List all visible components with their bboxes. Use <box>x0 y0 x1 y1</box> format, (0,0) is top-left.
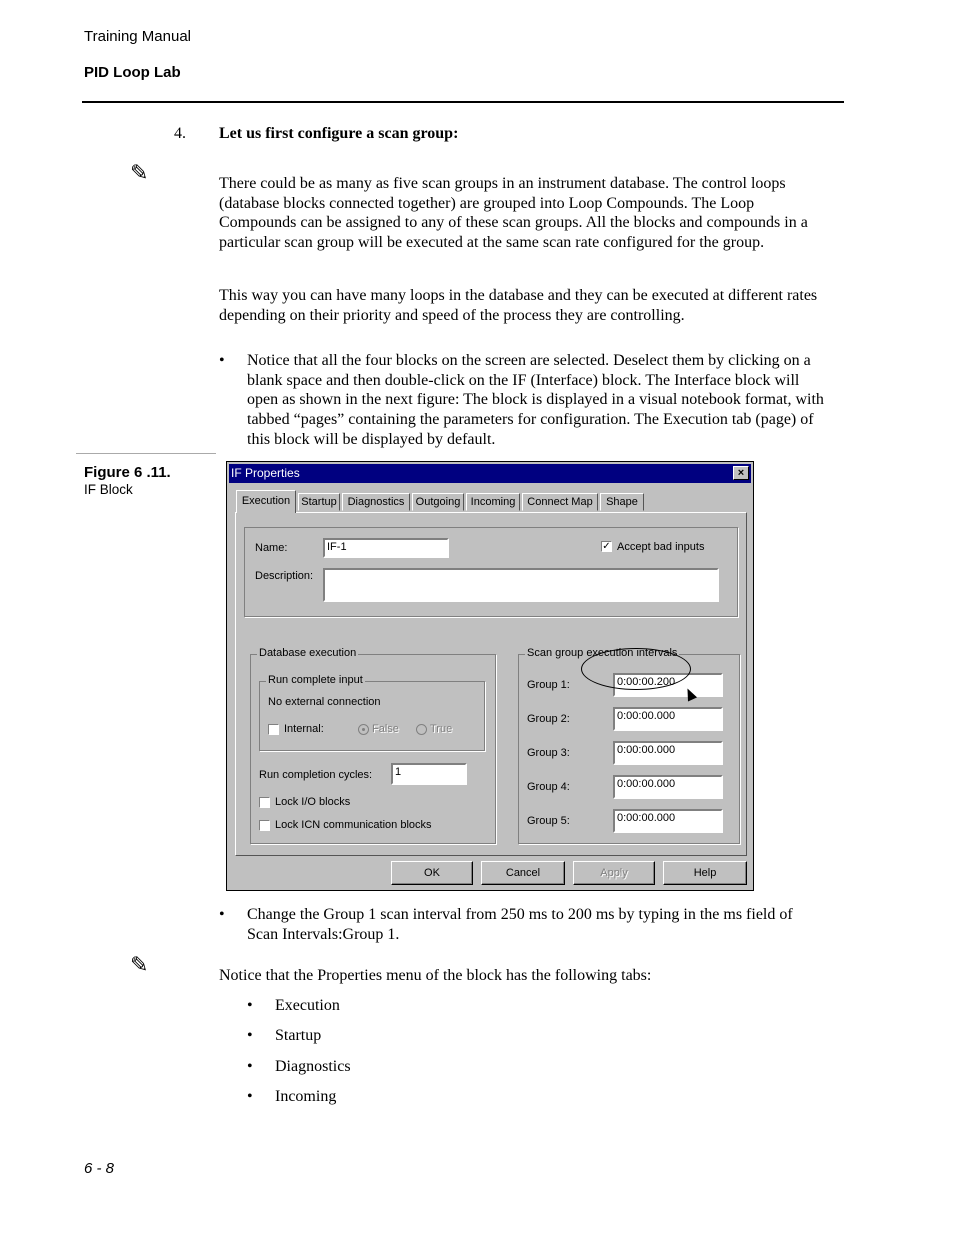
group-1-field[interactable]: 0:00:00.200 <box>613 673 723 697</box>
no-external-connection-text: No external connection <box>268 696 381 708</box>
figure-rule <box>76 453 216 454</box>
general-group <box>244 527 738 617</box>
step-number: 4. <box>174 125 186 142</box>
ok-button[interactable]: OK <box>391 861 473 885</box>
false-label: False <box>372 723 399 735</box>
tab-diagnostics[interactable]: Diagnostics <box>342 493 410 511</box>
group-3-label: Group 3: <box>527 747 570 759</box>
internal-label: Internal: <box>284 723 324 735</box>
name-label: Name: <box>255 542 288 554</box>
group-3-field[interactable]: 0:00:00.000 <box>613 741 723 765</box>
database-execution-title: Database execution <box>259 647 357 659</box>
description-label: Description: <box>255 570 314 582</box>
if-properties-dialog <box>226 461 754 891</box>
bullet-item <box>219 351 831 451</box>
group-1-label: Group 1: <box>527 679 570 691</box>
lock-io-checkbox[interactable] <box>259 797 270 808</box>
tab-list-item <box>247 1026 547 1046</box>
running-header-section: PID Loop Lab <box>84 64 181 81</box>
bullet-dot: • <box>247 1027 253 1044</box>
apply-button[interactable]: Apply <box>573 861 655 885</box>
lock-icn-checkbox[interactable] <box>259 820 270 831</box>
tab-list-item <box>247 1087 547 1107</box>
close-icon[interactable]: × <box>733 466 749 480</box>
bullet-dot: • <box>247 1088 253 1105</box>
true-label: True <box>430 723 453 735</box>
name-field[interactable]: IF-1 <box>323 538 449 558</box>
run-complete-input-group <box>259 674 485 751</box>
accept-bad-inputs-label: Accept bad inputs <box>617 541 705 553</box>
bullet-dot: • <box>219 352 225 369</box>
page-number: 6 - 8 <box>84 1160 115 1177</box>
tab-outgoing[interactable]: Outgoing <box>412 493 464 511</box>
true-radio[interactable] <box>416 724 427 735</box>
help-button[interactable]: Help <box>663 861 747 885</box>
tab-list-text: Execution <box>275 997 340 1014</box>
tab-list-text: Incoming <box>275 1088 337 1105</box>
run-completion-cycles-label: Run completion cycles: <box>259 769 373 781</box>
tab-list-item <box>247 996 547 1016</box>
bullet-text: Change the Group 1 scan interval from 250 ms to 200 ms by typing in the ms field of Scan Intervals:Group 1. <box>247 906 793 943</box>
run-complete-input-title: Run complete input <box>268 674 363 686</box>
bullet-dot: • <box>247 997 253 1014</box>
accept-bad-inputs-checkbox[interactable]: ✓ <box>602 541 611 552</box>
note-paragraph-2: This way you can have many loops in the database and they can be executed at different rates depending on their priority and speed of the process they are controlling. <box>219 287 818 324</box>
tab-list-text: Startup <box>275 1027 322 1044</box>
tab-list-item <box>247 1057 547 1077</box>
bullet-text: Notice that all the four blocks on the screen are selected. Deselect them by clicking on a blank space and then double-click on the IF (Interface) block. The Interface block will open as shown in the next figure: The block is displayed in a visual notebook format, with tabbed “pages” containing the parameters for configuration. The Execution tab (page) of this block will be displayed by default. <box>247 352 824 448</box>
run-completion-cycles-field[interactable]: 1 <box>391 763 467 785</box>
tab-execution[interactable]: Execution <box>236 490 296 513</box>
group-4-label: Group 4: <box>527 781 570 793</box>
group-2-field[interactable]: 0:00:00.000 <box>613 707 723 731</box>
group-5-label: Group 5: <box>527 815 570 827</box>
group-2-label: Group 2: <box>527 713 570 725</box>
group-4-field[interactable]: 0:00:00.000 <box>613 775 723 799</box>
lock-icn-label: Lock ICN communication blocks <box>275 819 432 831</box>
tab-shape[interactable]: Shape <box>600 493 644 511</box>
internal-checkbox[interactable] <box>268 724 279 735</box>
dialog-title: IF Properties <box>231 466 300 480</box>
tab-incoming[interactable]: Incoming <box>466 493 520 511</box>
note-paragraph-3: Notice that the Properties menu of the block has the following tabs: <box>219 967 652 984</box>
dialog-title-bar <box>229 464 751 483</box>
running-header-manual: Training Manual <box>84 28 191 45</box>
note-paragraph-1: There could be as many as five scan groups in an instrument database. The control loops (database blocks connected together) are grouped into Loop Compounds. The Loop Compounds can be assigned to any of these scan groups. All the blocks and compounds in a particular scan group will be executed at the same scan rate configured for the group. <box>219 175 808 252</box>
bullet-item <box>219 905 831 947</box>
step-title: Let us first configure a scan group: <box>219 125 459 142</box>
description-field[interactable] <box>323 568 719 602</box>
tab-startup[interactable]: Startup <box>298 493 340 511</box>
pencil-icon: ✎ <box>130 952 149 977</box>
pencil-icon: ✎ <box>130 160 149 185</box>
highlight-ellipse <box>581 648 691 690</box>
database-execution-group <box>250 647 496 844</box>
figure-caption: IF Block <box>84 482 133 497</box>
cancel-button[interactable]: Cancel <box>481 861 565 885</box>
group-5-field[interactable]: 0:00:00.000 <box>613 809 723 833</box>
false-radio[interactable] <box>358 724 369 735</box>
figure-label: Figure 6 .11. <box>84 464 171 481</box>
bullet-dot: • <box>219 906 225 923</box>
header-rule <box>82 101 844 103</box>
tab-connect-map[interactable]: Connect Map <box>522 493 598 511</box>
tab-list-text: Diagnostics <box>275 1058 351 1075</box>
lock-io-label: Lock I/O blocks <box>275 796 351 808</box>
bullet-dot: • <box>247 1058 253 1075</box>
scan-group-title: Scan group execution intervals <box>527 647 678 659</box>
